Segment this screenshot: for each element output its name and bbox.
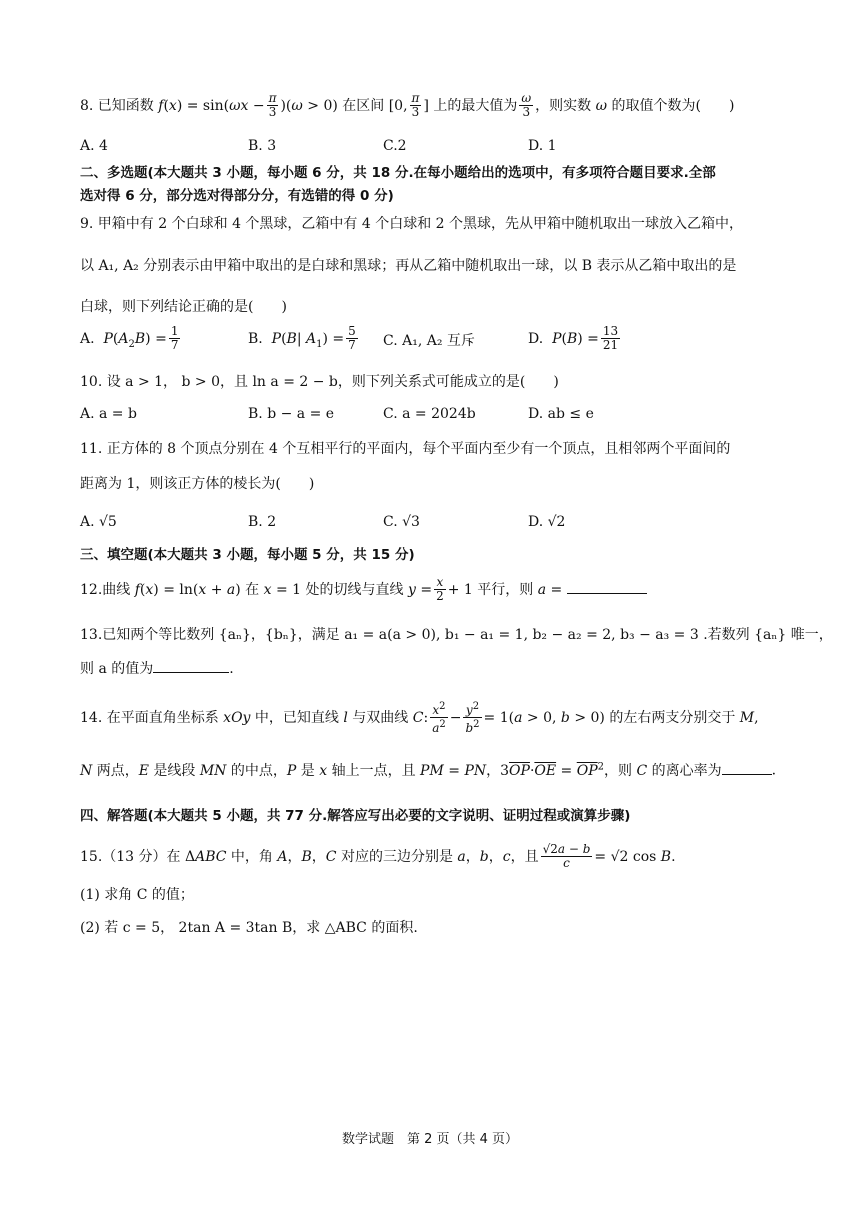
q14-answer-blank[interactable] [722, 760, 772, 775]
q13-answer-blank[interactable] [153, 658, 229, 673]
q11-line2: 距离为 1，则该正方体的棱长为( ) [80, 476, 315, 492]
q9-line1: 9. 甲箱中有 2 个白球和 4 个黑球，乙箱中有 4 个白球和 2 个黑球，先从甲箱中随机取出一球放入乙箱中， [80, 216, 744, 232]
q8-option-c: C.2 [383, 138, 407, 154]
page-footer: 数学试题 第 2 页（共 4 页） [341, 1132, 519, 1147]
q11-option-a: A. √5 [80, 514, 117, 530]
q15-part2: (2) 若 c = 5， 2tan A = 3tan B，求 △ABC 的面积. [80, 920, 418, 936]
q10-option-d: D. ab ≤ e [528, 406, 594, 422]
q13-line2: 则 a 的值为 . [80, 658, 234, 679]
q10-option-c: C. a = 2024b [383, 406, 476, 422]
section3-heading: 三、填空题(本大题共 3 小题，每小题 5 分，共 15 分) [80, 547, 415, 563]
q13-line1: 13.已知两个等比数列 {aₙ}，{bₙ}，满足 a₁ = a(a > 0), b₁ − a₁ = 1, b₂ − a₂ = 2, b₃ − a₃ = 3 .若数列 {aₙ} 唯一， [80, 627, 833, 643]
q9-option-a: A. $P(A_2B)$ = $\frac{1}{7}$ [80, 324, 179, 352]
q14-line1: 14. 在平面直角坐标系 xOy 中，已知直线 l 与双曲线 C: $\frac{x^2}{a^2}$ − $\frac{y^2}{b^2}$ = 1(a > 0, b > 0) 的左右两支分别交于 M, [80, 701, 759, 735]
q9-option-c: C. A₁, A₂ 互斥 [383, 333, 475, 349]
q15-part1: (1) 求角 C 的值； [80, 887, 194, 903]
q10-stem: 10. 设 a > 1， b > 0，且 ln a = 2 − b，则下列关系式可能成立的是( ) [80, 374, 559, 390]
q9-option-b: B. P(B| $A_1$) = $\frac{5}{7}$ [248, 324, 356, 352]
q12-answer-blank[interactable] [567, 579, 647, 594]
q15-stem: 15.（13 分）在 ΔABC 中，角 A，B，C 对应的三边分别是 a，b，c，且 $\frac{√2a - b}{c}$ = √2 cos B. [80, 842, 676, 870]
q14-line2: N 两点，E 是线段 MN 的中点，P 是 x 轴上一点，且 PM = PN，$3\overline{OP}\cdot\overline{OE} = \overline{OP}^2$，则 C 的离心率为 . [80, 761, 777, 779]
q9-line2: 以 A₁, A₂ 分别表示由甲箱中取出的是白球和黑球；再从乙箱中随机取出一球，以 B 表示从乙箱中取出的是 [80, 258, 737, 274]
q11-option-c: C. √3 [383, 514, 420, 530]
q10-option-b: B. b − a = e [248, 406, 335, 422]
q13-line2-text: 则 a 的值为 [80, 661, 154, 677]
q8-option-b: B. 3 [248, 138, 277, 154]
q12-stem: 12.曲线 f(x) = ln(x + a) 在 x = 1 处的切线与直线 y = $\frac{x}{2}$ + 1 平行，则 a = [80, 576, 647, 603]
q9-line3: 白球，则下列结论正确的是( ) [80, 299, 287, 315]
q8-stem: 8. 已知函数 f(x) = sin(ωx − $\frac{\pi}{3}$ )(ω > 0) 在区间 [0, $\frac{\pi}{3}$ ] 上的最大值为 $\frac{\omega}{3}$ ，则实数 ω 的取值个数为( ) [80, 91, 735, 119]
q8-option-a: A. 4 [80, 138, 108, 154]
section4-heading: 四、解答题(本大题共 5 小题，共 77 分.解答应写出必要的文字说明、证明过程或演算步骤) [80, 808, 631, 824]
section2-heading-line2: 选对得 6 分，部分选对得部分分，有选错的得 0 分) [80, 188, 394, 204]
q11-option-b: B. 2 [248, 514, 277, 530]
q9-option-d: D. P(B) = $\frac{13}{21}$ [528, 324, 619, 352]
q10-option-a: A. a = b [80, 406, 137, 422]
q11-line1: 11. 正方体的 8 个顶点分别在 4 个互相平行的平面内，每个平面内至少有一个顶点，且相邻两个平面间的 [80, 441, 731, 457]
section2-heading-line1: 二、多选题(本大题共 3 小题，每小题 6 分，共 18 分.在每小题给出的选项中，有多项符合题目要求.全部 [80, 165, 716, 181]
q11-option-d: D. √2 [528, 514, 566, 530]
q8-option-d: D. 1 [528, 138, 557, 154]
